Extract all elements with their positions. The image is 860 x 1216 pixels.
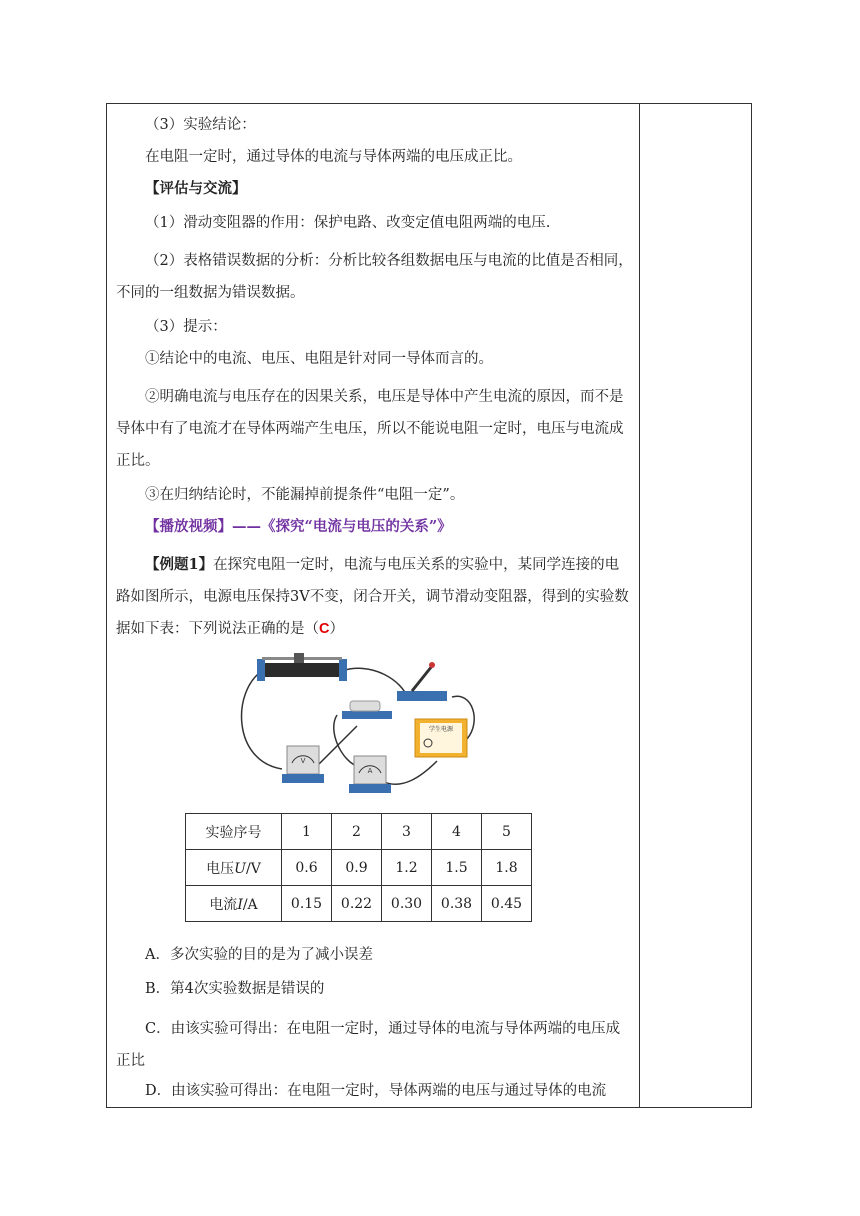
rheostat-icon [257,653,347,681]
tip-2: ②明确电流与电压存在的因果关系，电压是导体中产生电流的原因，而不是导体中有了电流才在导体两端产生电压，所以不能说电阻一定时，电压与电流成正比。 [116,389,624,469]
table-header-current: 电流I/A [186,886,282,922]
example-close: ） [329,621,344,637]
table-cell: 1.8 [482,850,532,886]
table-cell: 4 [432,814,482,850]
evaluation-heading: 【评估与交流】 [145,180,247,197]
tip-3: ③在归纳结论时，不能漏掉前提条件“电阻一定”。 [145,487,465,503]
table-cell: 0.38 [432,886,482,922]
table-cell: 1.2 [382,850,432,886]
video-link[interactable]: 【播放视频】——《探究“电流与电压的关系”》 [145,518,452,535]
resistor-icon [342,701,392,719]
option-d: D．由该实验可得出：在电阻一定时，导体两端的电压与通过导体的电流 [145,1083,607,1099]
table-cell: 0.30 [382,886,432,922]
example-1 [116,549,633,645]
section3-heading: （3）实验结论： [145,117,256,133]
table-cell: 0.6 [282,850,332,886]
power-supply-icon [415,719,467,757]
option-a: A．多次实验的目的是为了减小误差 [145,947,373,963]
table-row [186,814,532,850]
table-header-seq: 实验序号 [186,814,282,850]
voltmeter-icon [282,746,324,783]
ammeter-label: A [367,767,373,775]
evaluation-item3: （3）提示： [145,319,227,335]
example-label: 【例题1】 [145,556,214,573]
option-c: C．由该实验可得出：在电阻一定时，通过导体的电流与导体两端的电压成正比 [116,1021,621,1069]
ammeter-icon [349,756,391,793]
table-cell: 0.45 [482,886,532,922]
example-text: 在探究电阻一定时，电流与电压关系的实验中，某同学连接的电路如图所示，电源电压保持3V不变，闭合开关，调节滑动变阻器，得到的实验数据如下表：下列说法正确的是（ [116,557,629,637]
table-cell: 1 [282,814,332,850]
table-row [186,850,532,886]
table-cell: 0.9 [332,850,382,886]
table-cell: 5 [482,814,532,850]
table-cell: 1.5 [432,850,482,886]
table-cell: 3 [382,814,432,850]
table-header-voltage: 电压U/V [186,850,282,886]
switch-icon [397,662,447,701]
table-cell: 0.15 [282,886,332,922]
table-cell: 2 [332,814,382,850]
column-divider [639,103,640,1108]
tip-1: ①结论中的电流、电压、电阻是针对同一导体而言的。 [145,351,493,367]
evaluation-item1: （1）滑动变阻器的作用：保护电路、改变定值电阻两端的电压. [145,215,551,231]
voltmeter-label: V [300,757,306,765]
option-b: B．第4次实验数据是错误的 [145,981,325,997]
evaluation-item2: （2）表格错误数据的分析：分析比较各组数据电压与电流的比值是否相同，不同的一组数据为错误数据。 [116,253,633,301]
example-answer: C [319,621,330,637]
data-table [185,813,532,922]
circuit-figure [232,651,482,801]
power-label: 学生电源 [428,726,454,733]
section3-conclusion: 在电阻一定时，通过导体的电流与导体两端的电压成正比。 [145,149,522,165]
table-row [186,886,532,922]
table-cell: 0.22 [332,886,382,922]
